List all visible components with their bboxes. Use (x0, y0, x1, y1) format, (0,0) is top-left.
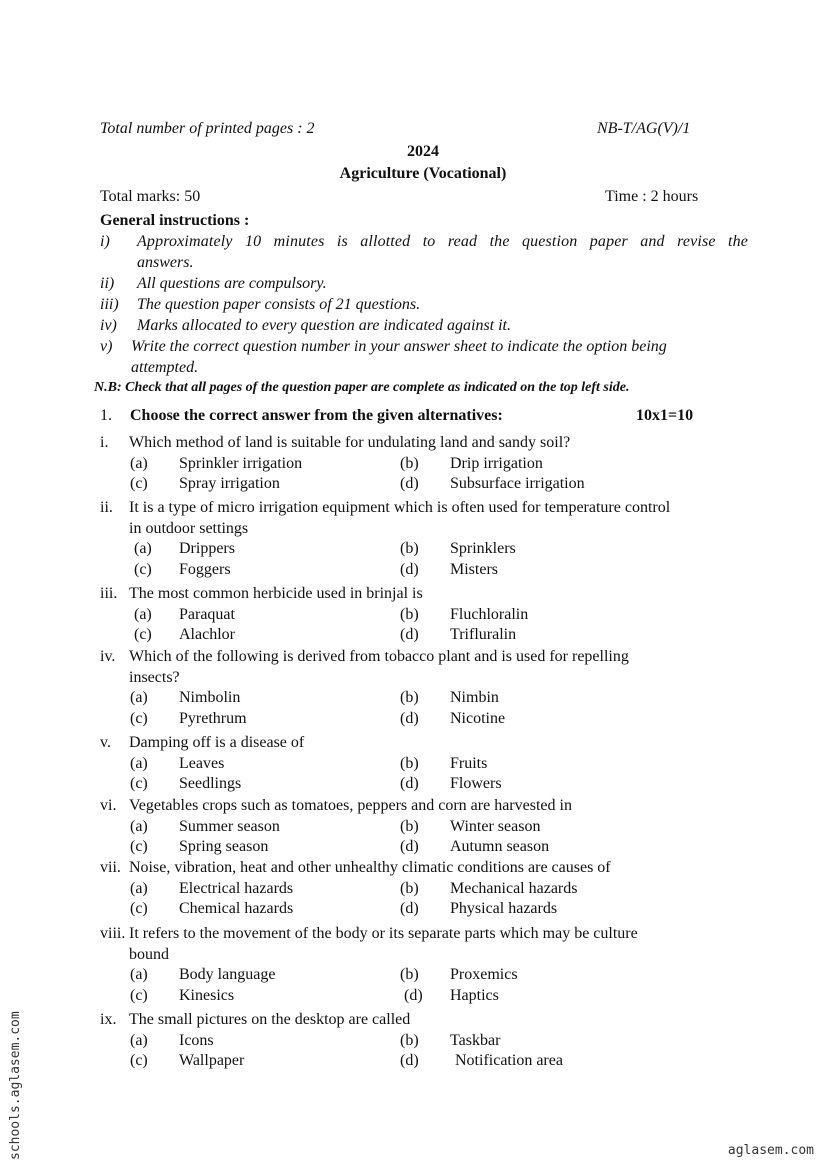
option-text: Mechanical hazards (450, 879, 578, 897)
option-letter: (d) (400, 475, 419, 492)
option-letter: (c) (130, 709, 148, 727)
option-text: Misters (450, 560, 498, 578)
side-watermark: schools.aglasem.com (8, 1011, 23, 1160)
nb-note: N.B: Check that all pages of the question paper are complete as indicated on the top left side. (94, 380, 630, 395)
option-text: Flowers (450, 775, 502, 792)
option-text: Nimbolin (179, 689, 241, 706)
question-number: iii. (100, 585, 118, 602)
question-number: ix. (100, 1011, 117, 1028)
option-letter: (a) (130, 817, 148, 835)
option-letter: (a) (130, 454, 148, 472)
option-letter: (b) (400, 966, 419, 983)
option-letter: (c) (130, 1052, 148, 1069)
question-number: v. (100, 734, 111, 751)
option-text: Paraquat (179, 605, 235, 623)
option-text: Taskbar (450, 1031, 501, 1049)
option-letter: (a) (130, 1031, 148, 1049)
question-text: Damping off is a disease of (129, 734, 305, 751)
option-letter: (b) (400, 879, 419, 897)
option-letter: (b) (400, 1031, 419, 1049)
time-allowed: Time : 2 hours (605, 188, 699, 205)
instruction-number: i) (100, 233, 110, 250)
option-letter: (c) (130, 900, 148, 917)
total-marks: Total marks: 50 (100, 188, 201, 205)
subject-title: Agriculture (Vocational) (339, 165, 507, 182)
option-letter: (d) (400, 709, 419, 727)
section-marks: 10x1=10 (636, 407, 694, 424)
option-letter: (a) (130, 966, 148, 983)
instruction-number: ii) (100, 275, 115, 292)
question-text: The small pictures on the desktop are called (129, 1011, 411, 1028)
option-letter: (c) (130, 986, 148, 1004)
option-letter: (d) (404, 986, 423, 1004)
option-text: Fluchloralin (450, 605, 529, 623)
option-letter: (d) (400, 1052, 419, 1069)
instruction-text: Marks allocated to every question are indicated against it. (137, 317, 511, 334)
instruction-text: Approximately 10 minutes is allotted to read the question paper and revise the (137, 233, 748, 250)
option-text: Drippers (179, 540, 235, 557)
question-text: It is a type of micro irrigation equipment which is often used for temperature control (129, 499, 671, 516)
option-letter: (b) (400, 540, 419, 557)
question-number: i. (100, 434, 109, 451)
option-text: Fruits (450, 754, 488, 772)
question-text: It refers to the movement of the body or its separate parts which may be culture (129, 925, 638, 942)
option-text: Sprinkler irrigation (179, 454, 303, 472)
option-text: Proxemics (450, 966, 518, 983)
bottom-watermark: aglasem.com (727, 1143, 814, 1158)
option-letter: (d) (400, 775, 419, 792)
option-text: Electrical hazards (179, 879, 294, 897)
option-letter: (b) (400, 689, 419, 706)
option-letter: (b) (400, 605, 419, 623)
option-text: Sprinklers (450, 540, 516, 557)
option-text: Leaves (179, 754, 225, 772)
question-number: vi. (100, 797, 117, 814)
instruction-number: iv) (100, 317, 117, 334)
option-text: Nicotine (450, 709, 506, 727)
question-number: ii. (100, 499, 113, 516)
option-letter: (a) (134, 605, 152, 623)
option-text: Icons (179, 1031, 214, 1049)
option-text: Winter season (450, 817, 541, 835)
option-text: Trifluralin (450, 626, 517, 643)
question-text-cont: in outdoor settings (129, 519, 249, 537)
option-letter: (d) (400, 900, 419, 917)
option-letter: (d) (400, 626, 419, 643)
option-text: Haptics (450, 986, 499, 1004)
question-text-cont: bound (129, 945, 169, 963)
option-letter: (a) (130, 754, 148, 772)
question-text-cont: insects? (129, 668, 180, 686)
option-letter: (b) (400, 454, 419, 472)
option-letter: (c) (130, 838, 148, 855)
option-text: Physical hazards (450, 900, 558, 917)
option-text: Foggers (179, 560, 231, 578)
option-text: Pyrethrum (179, 709, 247, 727)
option-text: Seedlings (179, 775, 242, 792)
option-letter: (a) (134, 540, 152, 557)
instruction-text: Write the correct question number in your answer sheet to indicate the option being (131, 338, 667, 355)
option-text: Subsurface irrigation (450, 475, 585, 492)
option-letter: (a) (130, 689, 148, 706)
instruction-text: All questions are compulsory. (137, 275, 327, 292)
paper-code: NB-T/AG(V)/1 (597, 120, 691, 137)
option-text: Alachlor (179, 626, 235, 643)
question-text: Which of the following is derived from tobacco plant and is used for repelling (129, 648, 629, 665)
option-text: Body language (179, 966, 276, 983)
question-text: The most common herbicide used in brinjal is (129, 585, 423, 602)
option-letter: (a) (130, 879, 148, 897)
option-letter: (c) (130, 475, 148, 492)
instruction-text-cont: answers. (137, 254, 194, 271)
question-text: Vegetables crops such as tomatoes, peppers and corn are harvested in (129, 797, 572, 814)
option-text: Nimbin (450, 689, 499, 706)
question-number: iv. (100, 648, 116, 665)
option-text: Chemical hazards (179, 900, 294, 917)
option-letter: (b) (400, 817, 419, 835)
instruction-text: The question paper consists of 21 questions. (137, 296, 421, 313)
option-letter: (d) (400, 560, 419, 578)
option-text: Spray irrigation (179, 475, 280, 492)
instruction-text-cont: attempted. (131, 359, 199, 376)
option-letter: (b) (400, 754, 419, 772)
option-letter: (c) (134, 560, 152, 578)
instruction-number: v) (100, 338, 113, 355)
instruction-number: iii) (100, 296, 119, 313)
option-text: Notification area (455, 1052, 563, 1069)
option-letter: (c) (130, 775, 148, 792)
instructions-heading: General instructions : (100, 212, 250, 229)
exam-year: 2024 (407, 143, 439, 160)
section-title: Choose the correct answer from the given alternatives: (130, 407, 503, 424)
option-text: Spring season (179, 838, 269, 855)
question-text: Noise, vibration, heat and other unhealthy climatic conditions are causes of (129, 859, 611, 876)
option-text: Autumn season (450, 838, 550, 855)
question-text: Which method of land is suitable for undulating land and sandy soil? (129, 434, 571, 451)
question-number: vii. (100, 859, 121, 876)
option-text: Kinesics (179, 986, 235, 1004)
question-number: viii. (100, 925, 126, 942)
section-number: 1. (100, 407, 112, 424)
option-letter: (c) (134, 626, 152, 643)
option-text: Wallpaper (179, 1052, 245, 1069)
printed-pages-note: Total number of printed pages : 2 (100, 120, 315, 137)
option-text: Drip irrigation (450, 454, 543, 472)
option-letter: (d) (400, 838, 419, 855)
option-text: Summer season (179, 817, 280, 835)
